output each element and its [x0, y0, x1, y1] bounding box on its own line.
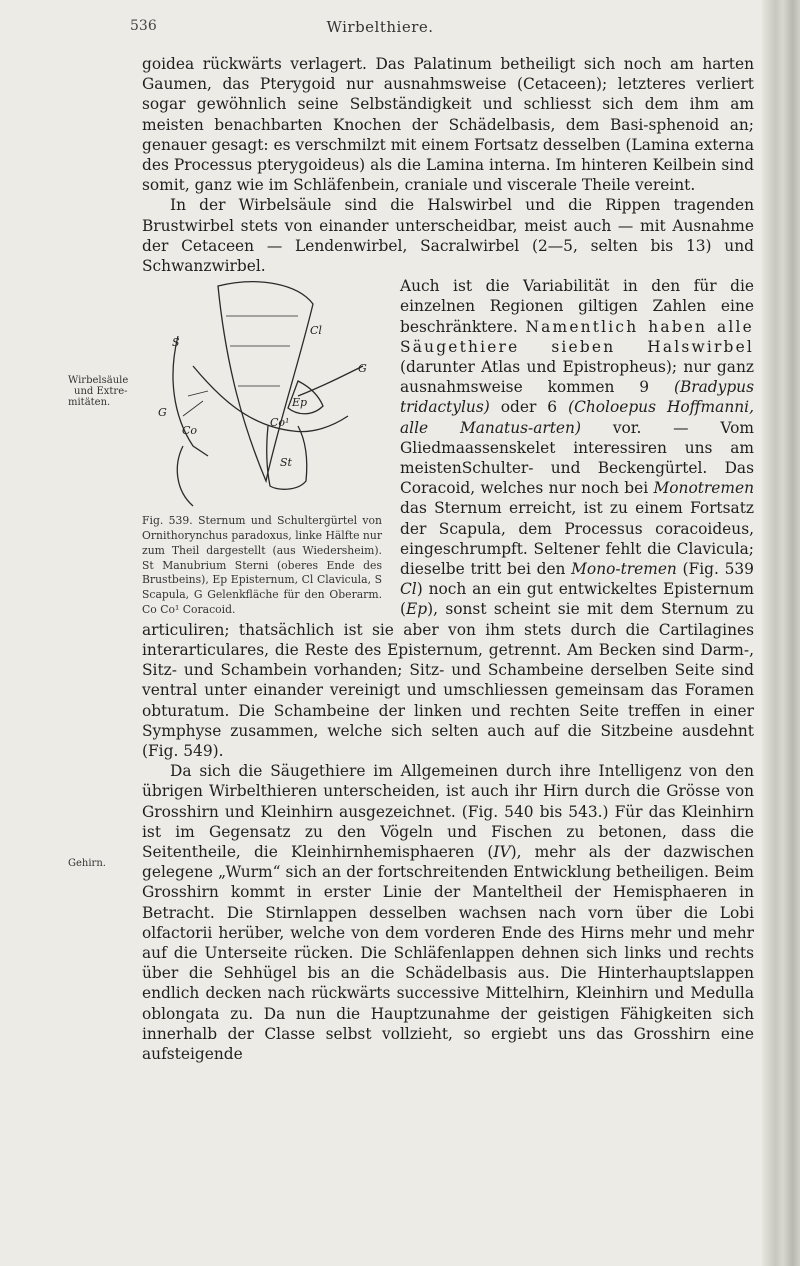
- text-run: In der Wirbelsäule sind die Halswirbel und die Rippen tragenden Brustwirbel stets von einander unterscheidbar, meist auch — mit Ausnahme der Cetaceen — Lendenwirbel, Sacralwirbel (2—5, selten bis 13) und Schwanzwirbel.: [142, 196, 754, 276]
- running-title: Wirbelthiere.: [326, 18, 434, 36]
- margin-note-line: mitäten.: [68, 397, 111, 408]
- text-run: Auch ist die Variabilität in den für die einzelnen Regionen giltigen Zahlen eine beschränktere.: [400, 277, 754, 336]
- page-number: 536: [130, 18, 157, 34]
- label-gelenkflaeche: G: [158, 406, 167, 420]
- text-run: das Sternum erreicht, ist zu einem Fortsatz der Scapula, dem Processus coracoideus, eingeschrumpft. Seltener fehlt die Clavicula; dieselbe tritt bei den: [400, 499, 754, 579]
- text-run-italic: (Bradypus tridactylus): [400, 378, 754, 417]
- text-run: oder 6: [500, 398, 558, 417]
- text-run: ), sonst scheint sie mit dem Sternum zu articuliren; thatsächlich ist sie aber von ihm stets durch die Cartilagines interarticulares, die Reste des Episternum, getrennt. Am Becken sind Darm-, Sitz- und Schambein vorhanden; Sitz- und Schambeine derselben Seite sind ventral unter einander vereinigt und umschliessen gemeinsam das Foramen obturatum. Die Schambeine der linken und rechten Seite treffen in einer Symphyse zusammen, welche sich selten auch auf die Sitzbeine ausdehnt (Fig. 549).: [142, 600, 754, 760]
- page-header: [0, 18, 760, 40]
- label-coracoid-1: Co¹: [270, 416, 290, 430]
- text-run: ), mehr als der dazwischen gelegene „Wurm“ sich an der fortschreitenden Entwicklung betheiligen. Beim Grosshirn kommt in erster Linie der Manteltheil der Hemisphaeren in Betracht. Die Stirnlappen desselben wachsen nach vorn über die Lobi olfactorii herüber, welche von dem vorderen Ende des Hirns mehr und mehr auf die Unterseite rücken. Die Schläfenlappen dehnen sich links und rechts über die Sehhügel bis an die Schädelbasis aus. Die Hinterhauptslappen endlich decken nach rückwärts successive Mittelhirn, Kleinhirn und Medulla oblongata zu. Da nun die Hauptzunahme der geistigen Fähigkeiten sich innerhalb der Classe selbst vollzieht, so ergiebt uns das Grosshirn eine aufsteigende: [142, 842, 754, 1063]
- margin-note-line: und Extre-: [74, 386, 128, 397]
- margin-note-brain: Gehirn.: [68, 858, 106, 869]
- text-run-italic: IV: [493, 842, 511, 861]
- paragraph-wirbelsaeule: [142, 195, 754, 276]
- text-run: ) noch an ein gut entwickeltes Episternum (: [400, 580, 754, 619]
- label-sternum: St: [280, 456, 292, 470]
- text-run-spaced: Namentlich haben alle Säugethiere sieben Halswirbel: [400, 317, 754, 356]
- margin-note-line: Wirbelsäule: [68, 375, 129, 386]
- text-run-italic: Monotremen: [653, 479, 754, 498]
- text-run-italic: Mono-tremen: [571, 560, 677, 579]
- text-run-italic: Ep: [406, 600, 428, 619]
- paragraph-gehirn: [142, 761, 754, 1064]
- text-run-italic: (Choloepus Hoffmanni, alle Manatus-arten): [400, 398, 754, 437]
- label-gelenk-right: G: [358, 362, 367, 376]
- text-run: (Fig. 539: [682, 560, 754, 579]
- text-run-italic: Cl: [400, 580, 417, 599]
- figure-caption: Fig. 539. Sternum und Schultergürtel von Ornithorynchus paradoxus, linke Hälfte nur zum Theil dargestellt (aus Wiedersheim). St Manubrium Sterni (oberes Ende des Brustbeins), Ep Episternum, Cl Clavicula, S Scapula, G Gelenkfläche für den Oberarm. Co Co¹ Coracoid.: [142, 514, 382, 617]
- figure-539: [142, 276, 388, 617]
- body-text: [142, 54, 754, 1064]
- page-edge: [762, 0, 800, 1266]
- paragraph-palatinum: goidea rückwärts verlagert. Das Palatinum betheiligt sich noch am harten Gaumen, das Pterygoid nur ausnahmsweise (Cetaceen); letzteres verliert sogar gewöhnlich seine Selbständigkeit und schliesst sich dem ihm am meisten benachbarten Knochen der Schädelbasis, dem Basi-sphenoid an; genauer gesagt: es verschmilzt mit einem Fortsatz desselben (Lamina externa des Processus pterygoideus) als die Lamina interna. Im hinteren Keilbein sind somit, ganz wie im Schläfenbein, craniale und viscerale Theile vereint.: [142, 55, 754, 195]
- text-run: vor. — Vom Gliedmaassenskelet interessiren uns am meistenSchulter- und Beckengürtel. Das Coracoid, welches nur noch bei: [400, 418, 754, 498]
- text-run: (darunter Atlas und Epistropheus); nur ganz ausnahmsweise kommen 9: [400, 358, 754, 397]
- margin-note-spine: [68, 375, 128, 408]
- label-episternum: Ep: [292, 396, 308, 410]
- label-clavicula: Cl: [310, 324, 322, 338]
- sternum-shoulder-illustration: [148, 276, 386, 516]
- label-scapula: S: [172, 336, 180, 350]
- text-run: Da sich die Säugethiere im Allgemeinen durch ihre Intelligenz von den übrigen Wirbelthieren unterscheiden, ist auch ihr Hirn durch die Grösse von Grosshirn und Kleinhirn ausgezeichnet. (Fig. 540 bis 543.) Für das Kleinhirn ist im Gegensatz zu den Vögeln und Fischen zu betonen, dass die Seitentheile, die Kleinhirnhemisphaeren (: [142, 762, 754, 861]
- label-coracoid: Co: [182, 424, 198, 438]
